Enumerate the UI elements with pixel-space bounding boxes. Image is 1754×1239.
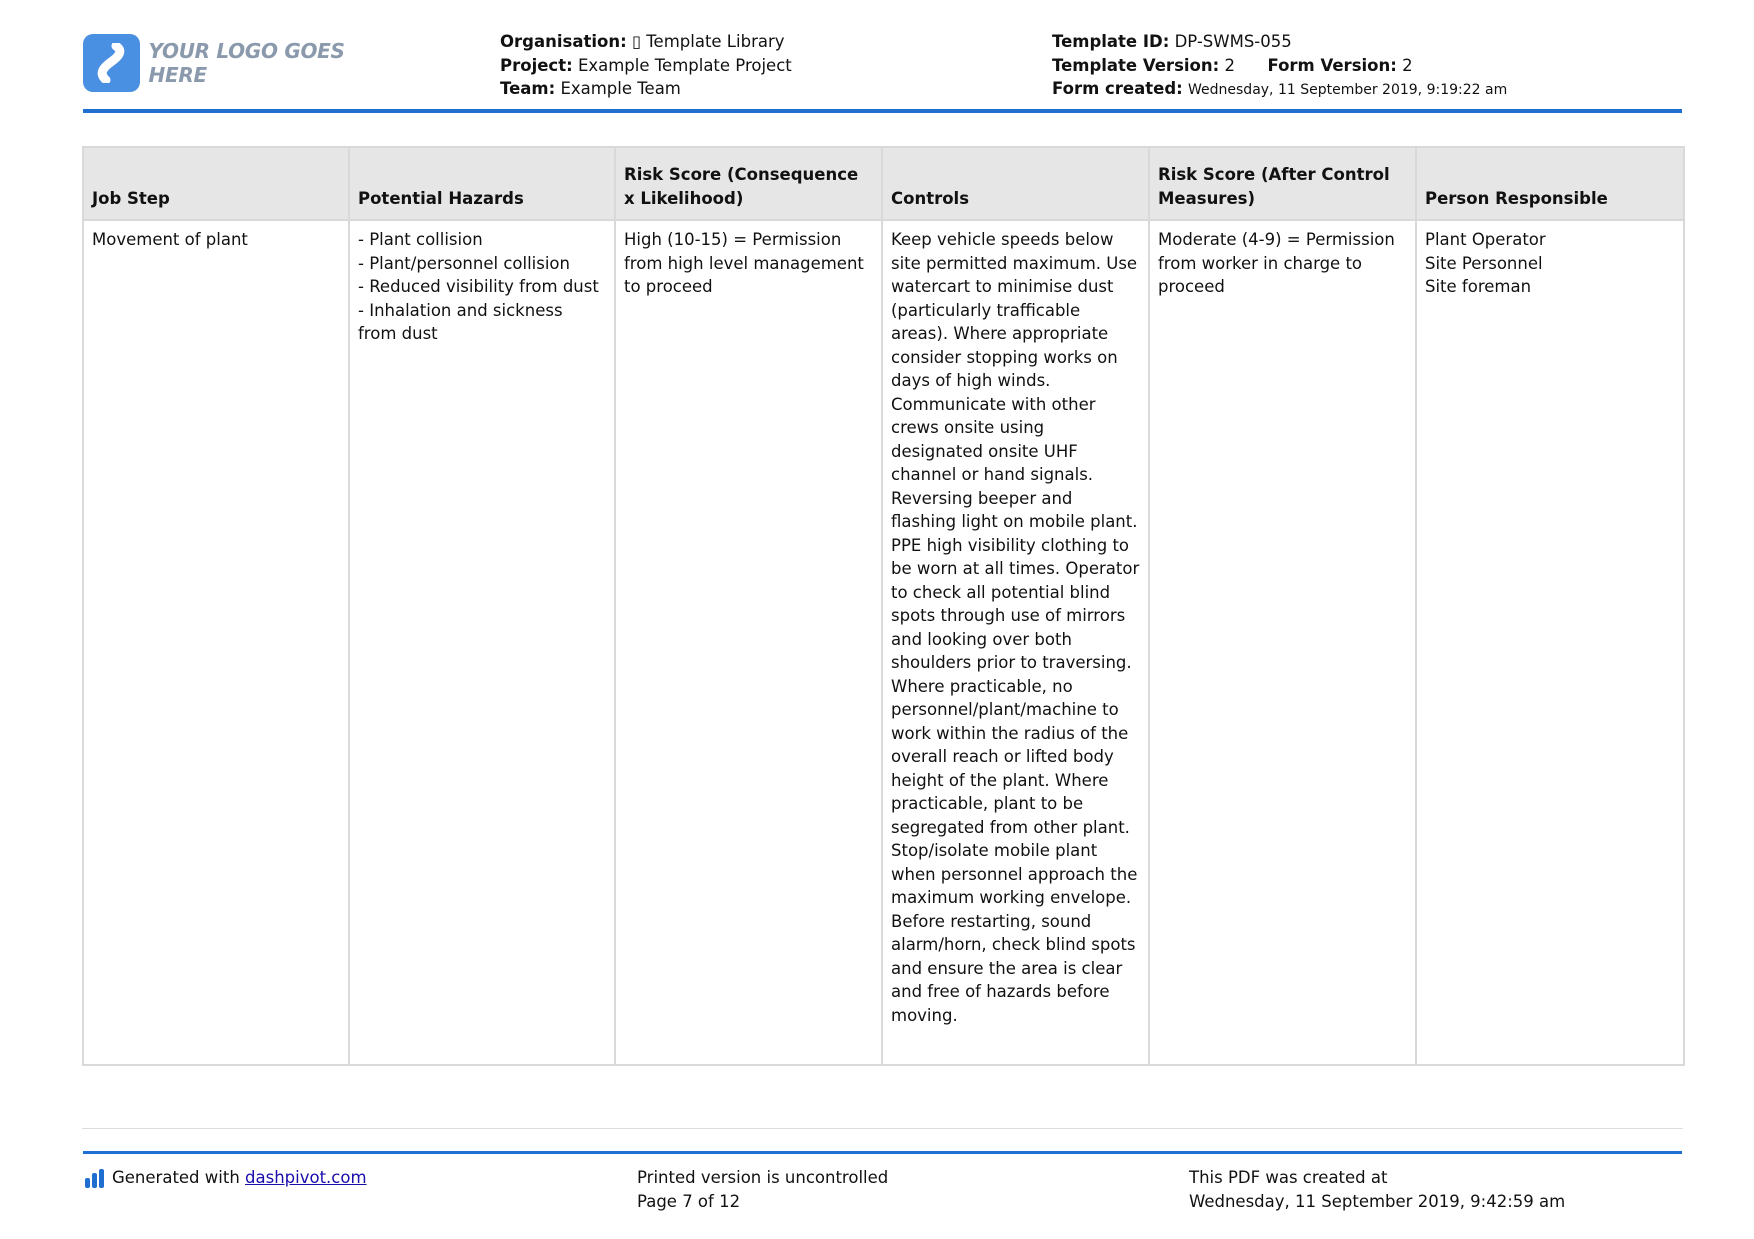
form-created-label: Form created: xyxy=(1052,79,1183,98)
bar-chart-icon xyxy=(85,1169,104,1188)
header-template-info xyxy=(1052,30,1507,103)
table-header-row xyxy=(83,147,1684,220)
template-version-value: 2 xyxy=(1224,55,1235,75)
organisation-label: Organisation: xyxy=(500,32,627,51)
cell-hazards xyxy=(349,220,615,1065)
hazard-line: from dust xyxy=(358,324,438,343)
header-project-info xyxy=(500,30,792,101)
footer-generated xyxy=(85,1166,367,1190)
hazard-line: - Inhalation and sickness xyxy=(358,300,563,320)
dashpivot-link[interactable]: dashpivot.com xyxy=(245,1168,367,1187)
hazard-line: - Plant collision xyxy=(358,230,483,249)
organisation-value: ▯ Template Library xyxy=(631,32,785,51)
col-header-potential-hazards: Potential Hazards xyxy=(349,147,615,220)
page-header xyxy=(83,0,1682,113)
project-value: Example Template Project xyxy=(577,55,792,75)
cell-risk-after: Moderate (4-9) = Permission from worker in charge to proceed xyxy=(1149,220,1416,1065)
template-id-value: DP-SWMS-055 xyxy=(1174,32,1292,51)
form-created-value: Wednesday, 11 September 2019, 9:19:22 am xyxy=(1188,82,1508,98)
table-row xyxy=(83,220,1684,1065)
logo-mark-icon xyxy=(83,34,140,92)
team-label: Team: xyxy=(500,79,556,98)
project-label: Project: xyxy=(500,55,573,75)
hazard-line: - Plant/personnel collision xyxy=(358,253,570,273)
logo xyxy=(83,34,403,92)
footer-page-info xyxy=(637,1166,888,1213)
hazard-line: - Reduced visibility from dust xyxy=(358,277,599,296)
page-number: Page 7 of 12 xyxy=(637,1191,741,1211)
col-header-risk-score: Risk Score (Consequence x Likelihood) xyxy=(615,147,882,220)
swms-table xyxy=(82,146,1685,1066)
cell-risk-score: High (10-15) = Permission from high level management to proceed xyxy=(615,220,882,1065)
template-version-label: Template Version: xyxy=(1052,55,1220,75)
header-divider xyxy=(83,109,1682,113)
cell-job-step: Movement of plant xyxy=(83,220,349,1065)
template-id-label: Template ID: xyxy=(1052,32,1170,51)
footer-separator xyxy=(82,1128,1683,1129)
col-header-person-responsible: Person Responsible xyxy=(1416,147,1684,220)
footer-created xyxy=(1189,1166,1565,1213)
person-line: Plant Operator xyxy=(1425,230,1546,249)
cell-controls: Keep vehicle speeds below site permitted maximum. Use watercart to minimise dust (particularly trafficable areas). Where appropriate consider stopping works on days of high winds. Communicate with other crews onsite using designated onsite UHF channel or hand signals. Reversing beeper and flashing light on mobile plant. PPE high visibility clothing to be worn at all times. Operator to check all potential blind spots through use of mirrors and looking over both shoulders prior to traversing. Where practicable, no personnel/plant/machine to work within the radius of the overall reach or lifted body height of the plant. Where practicable, plant to be segregated from other plant. Stop/isolate mobile plant when personnel approach the maximum working envelope. Before restarting, sound alarm/horn, check blind spots and ensure the area is clear and free of hazards before moving. xyxy=(882,220,1149,1065)
pdf-created-label: This PDF was created at xyxy=(1189,1168,1388,1187)
person-line: Site foreman xyxy=(1425,277,1532,296)
col-header-controls: Controls xyxy=(882,147,1149,220)
person-line: Site Personnel xyxy=(1425,253,1543,273)
generated-text: Generated with xyxy=(112,1168,246,1187)
team-value: Example Team xyxy=(560,79,681,98)
uncontrolled-notice: Printed version is uncontrolled xyxy=(637,1168,889,1187)
form-version-value: 2 xyxy=(1402,55,1413,75)
footer-divider xyxy=(83,1151,1682,1154)
pdf-created-value: Wednesday, 11 September 2019, 9:42:59 am xyxy=(1189,1191,1566,1211)
col-header-job-step: Job Step xyxy=(83,147,349,220)
cell-persons xyxy=(1416,220,1684,1065)
logo-text: YOUR LOGO GOES HERE xyxy=(148,39,345,87)
form-version-label: Form Version: xyxy=(1267,55,1397,75)
col-header-risk-after: Risk Score (After Control Measures) xyxy=(1149,147,1416,220)
